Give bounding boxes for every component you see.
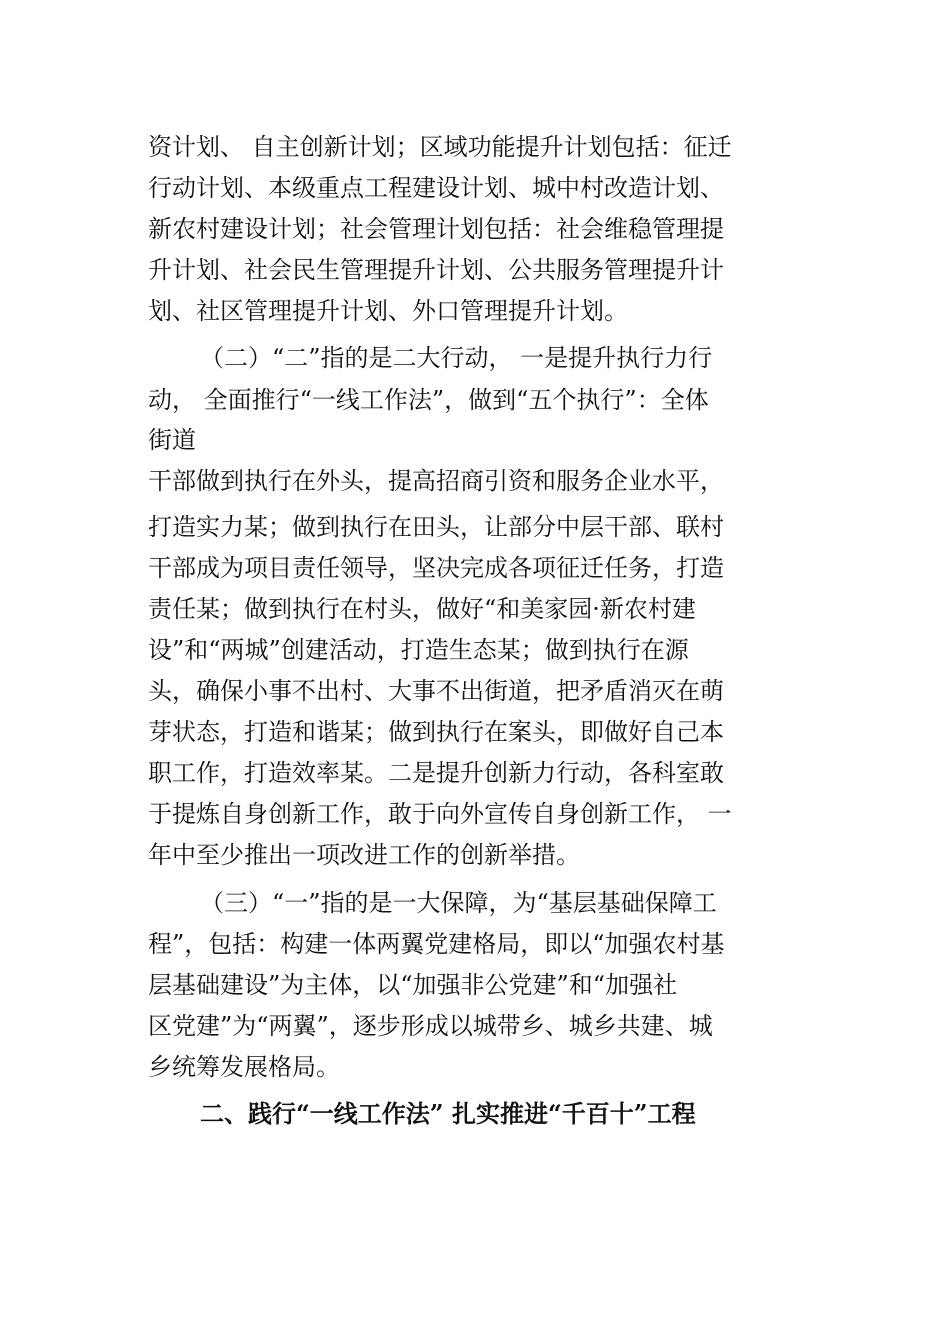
text-line: 责任某；做到执行在村头，做好“和美家园·新农村建 <box>148 595 696 623</box>
text-line: 乡统筹发展格局。 <box>148 1053 340 1081</box>
text-line: 划、社区管理提升计划、外口管理提升计划。 <box>148 297 628 325</box>
text-line: 层基础建设”为主体，以“加强非公党建”和“加强社 <box>148 971 678 999</box>
section-heading: 二、践行“一线工作法” 扎实推进“千百十”工程 <box>200 1099 696 1128</box>
text-line: 于提炼自身创新工作，敢于向外宣传自身创新工作， 一 <box>148 800 732 828</box>
text-line: 年中至少推出一项改进工作的创新举措。 <box>148 841 580 869</box>
text-line: 头，确保小事不出村、大事不出街道，把矛盾消灭在萌 <box>148 677 724 705</box>
text-line: 干部做到执行在外头，提高招商引资和服务企业水平， <box>148 467 724 495</box>
text-line: 干部成为项目责任领导，坚决完成各项征迁任务，打造 <box>148 554 724 582</box>
text-line: 动， 全面推行“一线工作法”，做到“五个执行”：全体 <box>148 386 709 414</box>
text-line: 行动计划、本级重点工程建设计划、城中村改造计划、 <box>148 174 724 202</box>
text-line: 区党建”为“两翼”，逐步形成以城带乡、城乡共建、城 <box>148 1012 713 1040</box>
text-line: 芽状态，打造和谐某；做到执行在案头，即做好自己本 <box>148 718 724 746</box>
text-line: 升计划、社会民生管理提升计划、公共服务管理提升计 <box>148 256 724 284</box>
text-line: 设”和“两城”创建活动，打造生态某；做到执行在源 <box>148 636 689 664</box>
text-line: （三）“一”指的是一大保障，为“基层基础保障工 <box>200 889 717 917</box>
text-line: 新农村建设计划；社会管理计划包括：社会维稳管理提 <box>148 215 724 243</box>
text-line: 职工作，打造效率某。二是提升创新力行动，各科室敢 <box>148 759 724 787</box>
text-line: 打造实力某；做到执行在田头，让部分中层干部、联村 <box>148 513 724 541</box>
text-line: （二）“二”指的是二大行动， 一是提升执行力行 <box>200 344 713 372</box>
text-line: 程”，包括：构建一体两翼党建格局，即以“加强农村基 <box>148 930 725 958</box>
text-line: 街道 <box>148 426 196 454</box>
text-line: 资计划、 自主创新计划；区域功能提升计划包括：征迁 <box>148 133 732 161</box>
